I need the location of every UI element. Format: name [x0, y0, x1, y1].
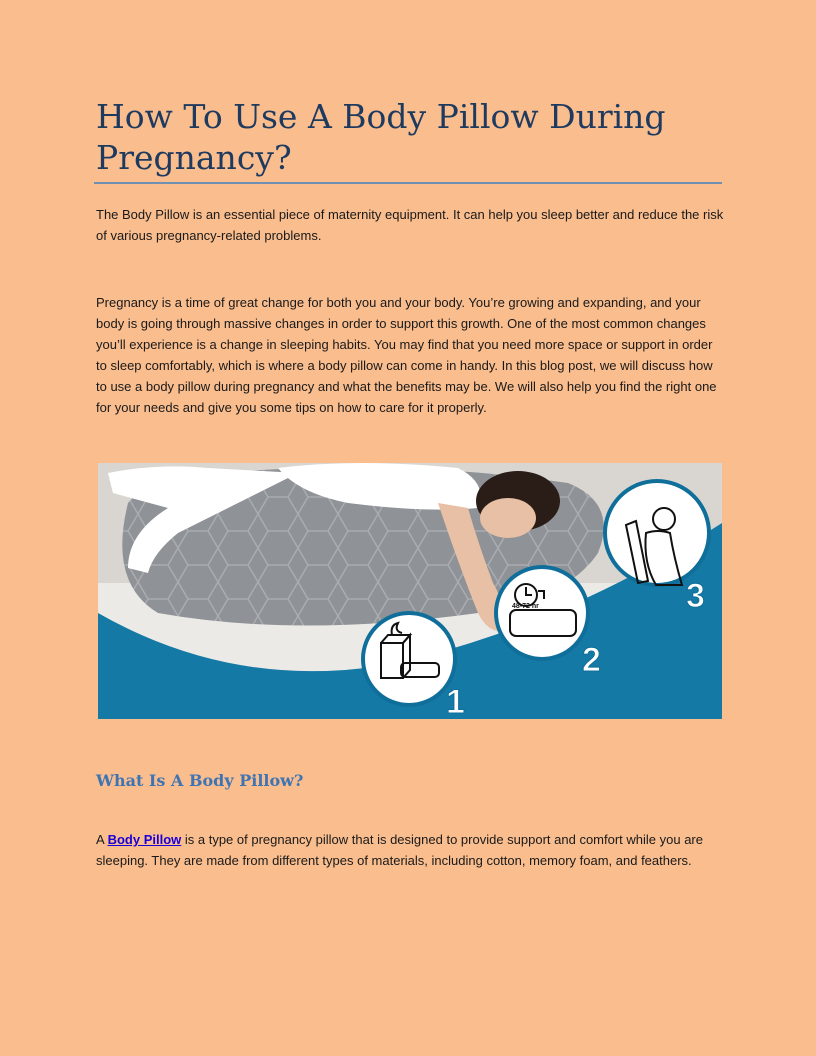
hero-image [98, 463, 722, 719]
page-title: How To Use A Body Pillow During Pregnancy? [96, 97, 666, 177]
body-pillow-link[interactable]: Body Pillow [107, 832, 182, 847]
timer-label: 48-72 hr [512, 603, 539, 610]
section-paragraph [96, 829, 724, 871]
step-2-number: 2 [582, 641, 601, 679]
title-divider [94, 182, 722, 184]
intro-paragraph: The Body Pillow is an essential piece of maternity equipment. It can help you sleep better and reduce the risk of various pregnancy-related problems. [96, 207, 724, 243]
section-heading: What Is A Body Pillow? [96, 771, 304, 790]
step-3-number: 3 [686, 577, 705, 615]
section-rest: is a type of pregnancy pillow that is designed to provide support and comfort while you are sleeping. They are made from different types of materials, including cotton, memory foam, and feathers. [96, 832, 703, 868]
step-1-number: 1 [446, 683, 465, 719]
section-prefix: A [96, 832, 108, 847]
body-paragraph: Pregnancy is a time of great change for both you and your body. You’re growing and expanding, and your body is going through massive changes in order to support this growth. One of the most common changes you’ll experience is a change in sleeping habits. You may find that you need more space or support in order to sleep comfortably, which is where a body pillow can come in handy. In this blog post, we will discuss how to use a body pillow during pregnancy and what the benefits may be. We will also help you find the right one for your needs and give you some tips on how to care for it properly. [96, 295, 717, 415]
